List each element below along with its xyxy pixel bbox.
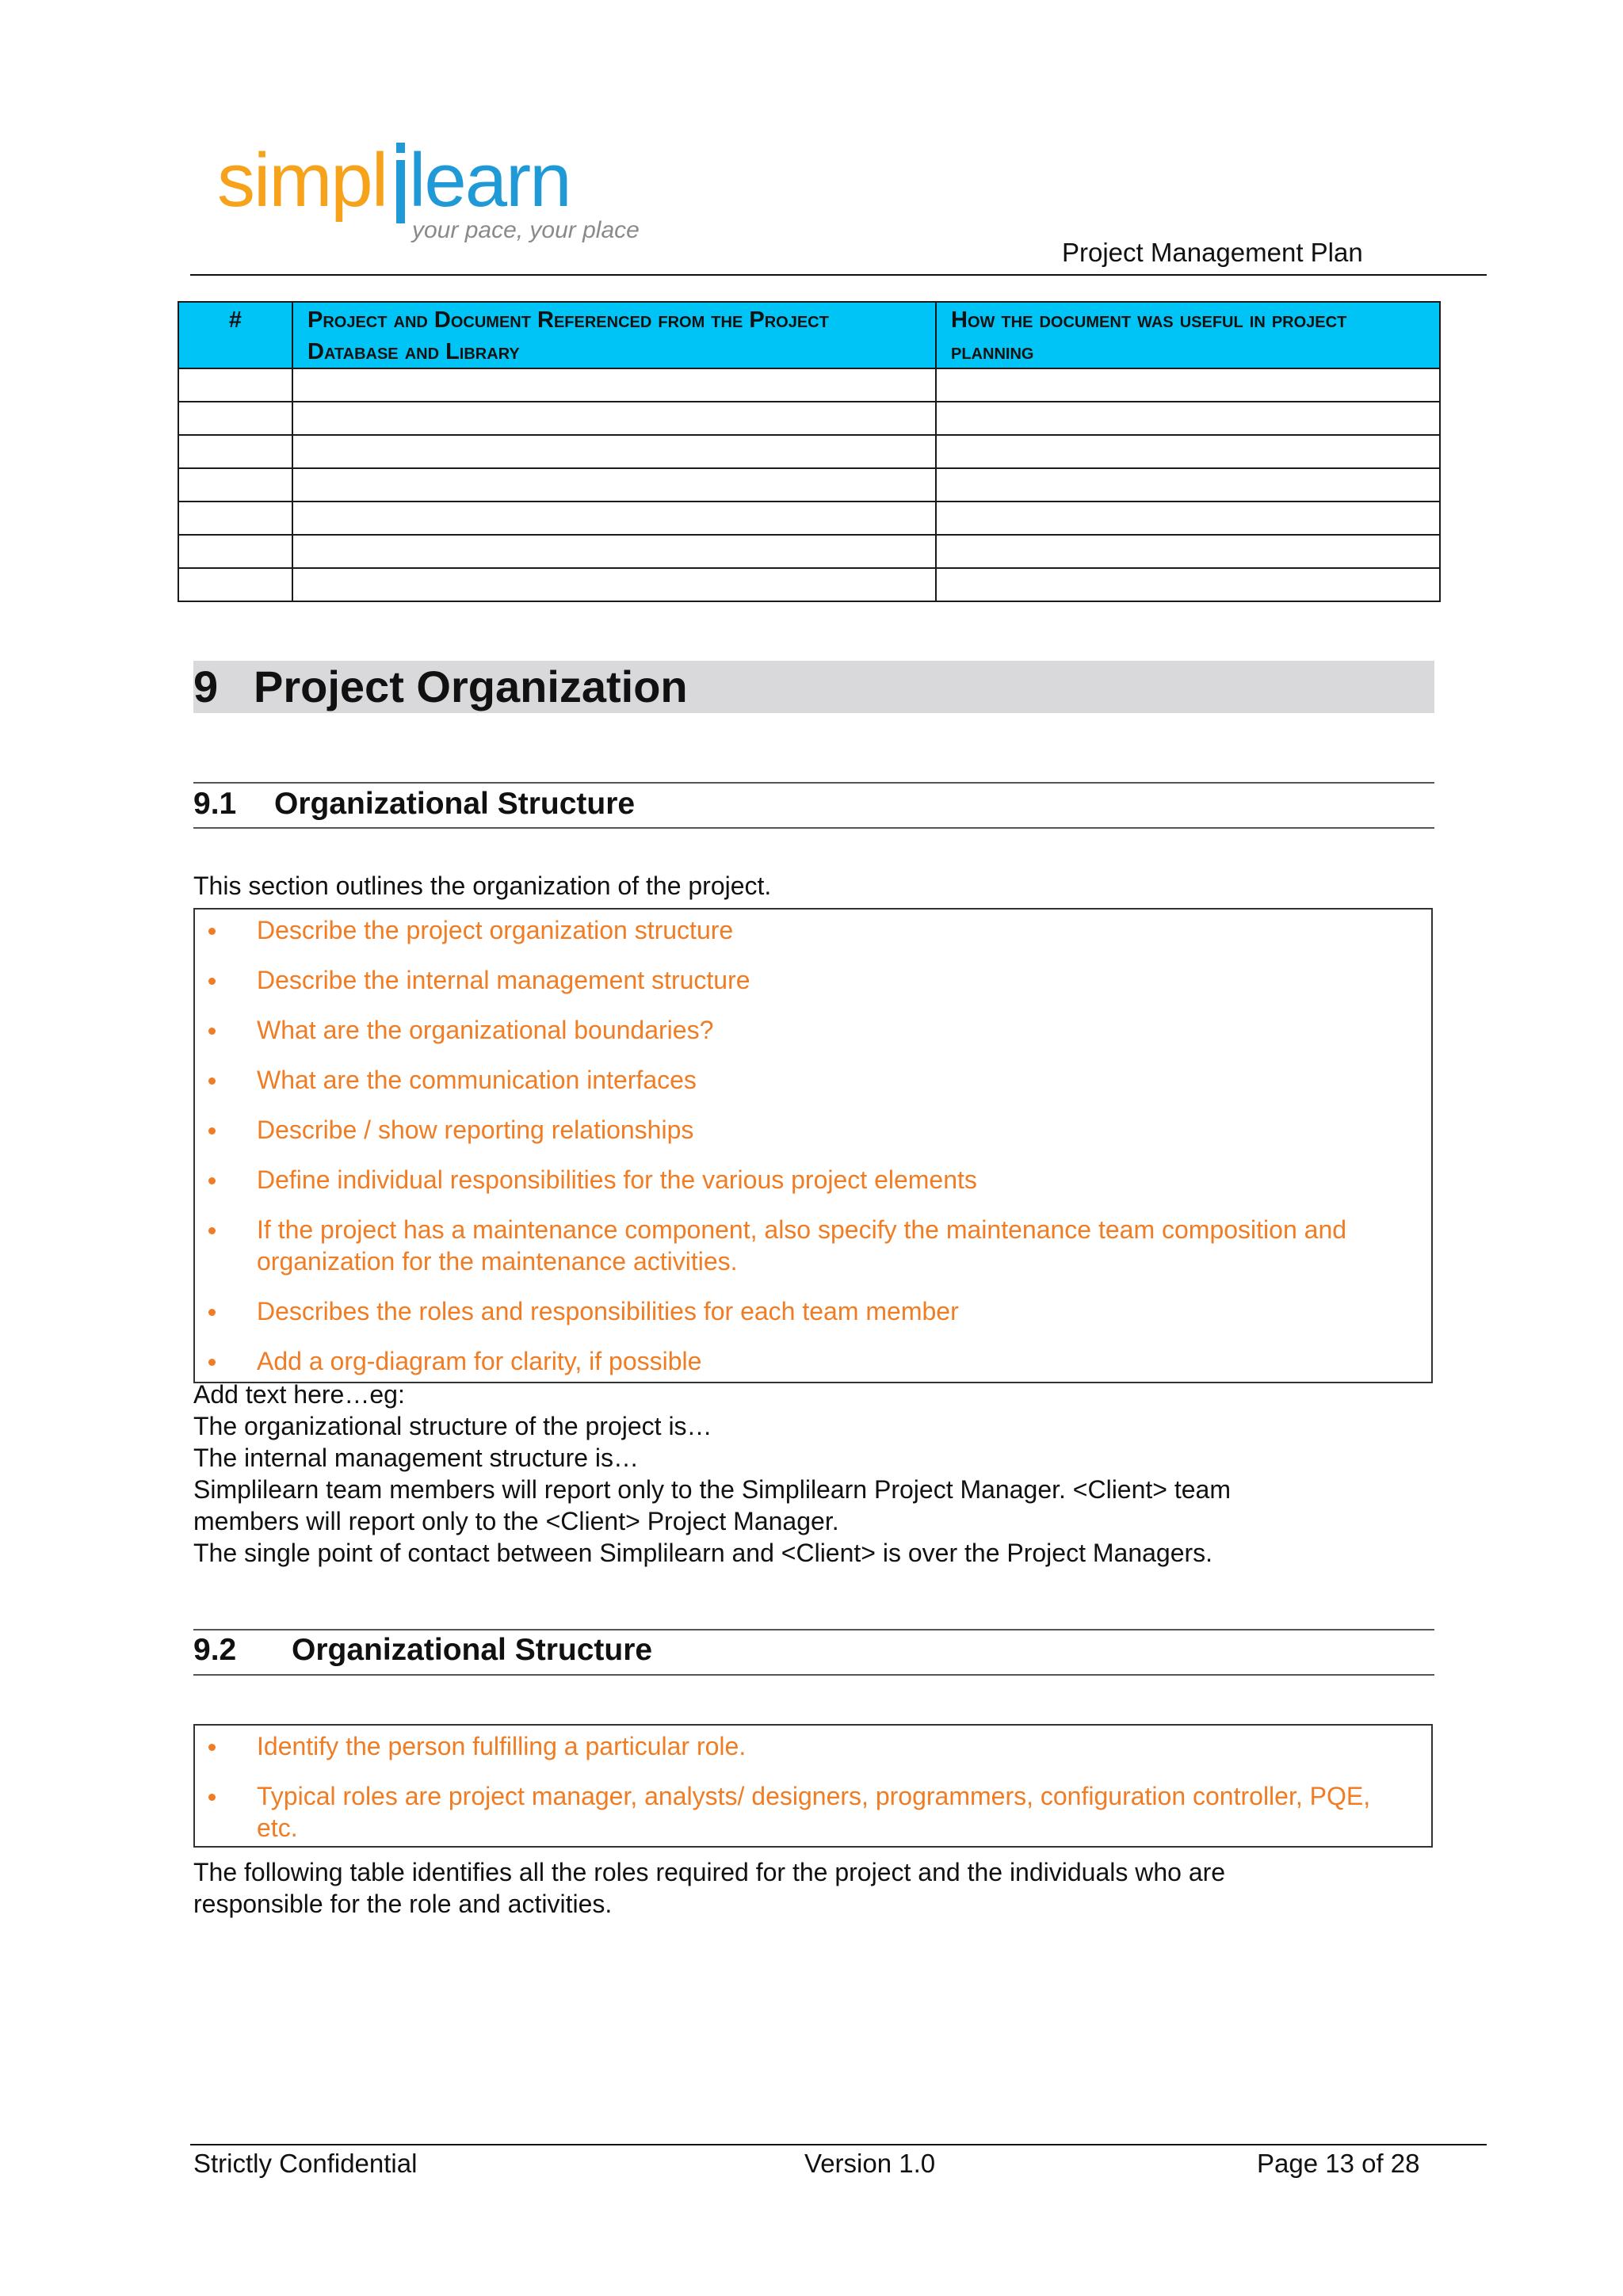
subsection-top-rule <box>193 782 1434 784</box>
body-paragraph: Simplilearn team members will report only to the Simplilearn Project Manager. <Client> team members will report only to the <Client> Project Manager. <box>193 1475 1231 1535</box>
bullet-icon <box>208 1177 216 1184</box>
guidance-list <box>195 914 1431 1380</box>
subsection-title: Organizational Structure <box>274 787 636 821</box>
header-divider <box>190 274 1487 276</box>
section-body <box>193 1379 1445 1569</box>
subsection-bottom-rule <box>193 827 1434 829</box>
footer-confidentiality: Strictly Confidential <box>193 2149 418 2178</box>
body-line: The internal management structure is… <box>193 1444 640 1472</box>
subsection-number: 9.2 <box>193 1633 237 1667</box>
subsection-title: Organizational Structure <box>292 1633 653 1667</box>
svg-text:learn: learn <box>409 138 571 223</box>
bullet-icon <box>208 1794 216 1801</box>
table-cell <box>178 435 292 468</box>
table-cell <box>292 435 936 468</box>
table-cell <box>292 468 936 502</box>
table-cell <box>292 368 936 402</box>
footer-version: Version 1.0 <box>804 2149 936 2178</box>
body-line: Add text here…eg: <box>193 1380 405 1409</box>
table-cell <box>292 568 936 601</box>
table-cell <box>178 568 292 601</box>
table-row <box>178 435 1440 468</box>
table-row <box>178 535 1440 568</box>
list-item: Describe the internal management structure <box>195 964 1431 1014</box>
section-title: Project Organization <box>254 662 688 711</box>
section-number: 9 <box>193 662 219 711</box>
list-item: Add a org-diagram for clarity, if possible <box>195 1345 1431 1380</box>
table-row <box>178 368 1440 402</box>
bullet-icon <box>208 1077 216 1085</box>
bullet-icon <box>208 1028 216 1035</box>
table-cell <box>292 402 936 435</box>
table-cell <box>936 535 1440 568</box>
subsection-number: 9.1 <box>193 787 237 821</box>
column-header-number: # <box>178 302 292 368</box>
bullet-icon <box>208 1744 216 1751</box>
subsection-top-rule <box>193 1629 1434 1630</box>
table-cell <box>292 502 936 535</box>
bullet-icon <box>208 1359 216 1366</box>
footer-divider <box>190 2144 1487 2145</box>
table-row <box>178 568 1440 601</box>
list-item: Identify the person fulfilling a particular role. <box>195 1730 1431 1780</box>
table-cell <box>178 502 292 535</box>
simplilearn-logo-image <box>216 136 659 247</box>
table-cell <box>936 568 1440 601</box>
bullet-icon <box>208 928 216 935</box>
table-row <box>178 402 1440 435</box>
list-item: Describes the roles and responsibilities for each team member <box>195 1295 1431 1345</box>
table-cell <box>936 368 1440 402</box>
section-intro: This section outlines the organization of the project. <box>193 871 772 900</box>
bullet-icon <box>208 1127 216 1135</box>
table-cell <box>936 402 1440 435</box>
guidance-list <box>195 1730 1431 1844</box>
footer-page-number: Page 13 of 28 <box>1257 2149 1420 2178</box>
bullet-icon <box>208 978 216 985</box>
table-cell <box>178 468 292 502</box>
table-cell <box>936 435 1440 468</box>
table-cell <box>178 402 292 435</box>
reference-documents-table <box>178 301 1441 602</box>
guidance-box <box>193 1724 1433 1848</box>
bullet-icon <box>208 1309 216 1316</box>
simplilearn-logo <box>216 136 659 247</box>
body-line: The single point of contact between Simplilearn and <Client> is over the Project Managers. <box>193 1539 1213 1567</box>
column-header-usefulness: How the document was useful in project planning <box>936 302 1440 368</box>
list-item: Define individual responsibilities for the various project elements <box>195 1164 1431 1214</box>
table-header-row <box>178 302 1440 368</box>
list-item: Typical roles are project manager, analysts/ designers, programmers, configuration controller, PQE, etc. <box>195 1780 1431 1844</box>
list-item: If the project has a maintenance component, also specify the maintenance team composition and organization for the maintenance activities. <box>195 1214 1431 1295</box>
table-cell <box>178 535 292 568</box>
svg-text:your pace, your place: your pace, your place <box>412 217 640 243</box>
table-row <box>178 502 1440 535</box>
column-header-project-document: Project and Document Referenced from the Project Database and Library <box>292 302 936 368</box>
list-item: Describe the project organization structure <box>195 914 1431 964</box>
list-item: What are the communication interfaces <box>195 1064 1431 1114</box>
list-item: What are the organizational boundaries? <box>195 1014 1431 1064</box>
guidance-box <box>193 908 1433 1383</box>
body-line: The organizational structure of the project is… <box>193 1412 712 1440</box>
subsection-bottom-rule <box>193 1674 1434 1676</box>
table-cell <box>178 368 292 402</box>
document-title: Project Management Plan <box>1062 238 1363 267</box>
table-cell <box>936 468 1440 502</box>
svg-text:simpl: simpl <box>217 138 388 223</box>
list-item: Describe / show reporting relationships <box>195 1114 1431 1164</box>
table-row <box>178 468 1440 502</box>
table-cell <box>936 502 1440 535</box>
bullet-icon <box>208 1227 216 1234</box>
table-body <box>178 368 1440 601</box>
table-cell <box>292 535 936 568</box>
section-body: The following table identifies all the roles required for the project and the individuals who are responsible for the role and activities. <box>193 1858 1226 1918</box>
